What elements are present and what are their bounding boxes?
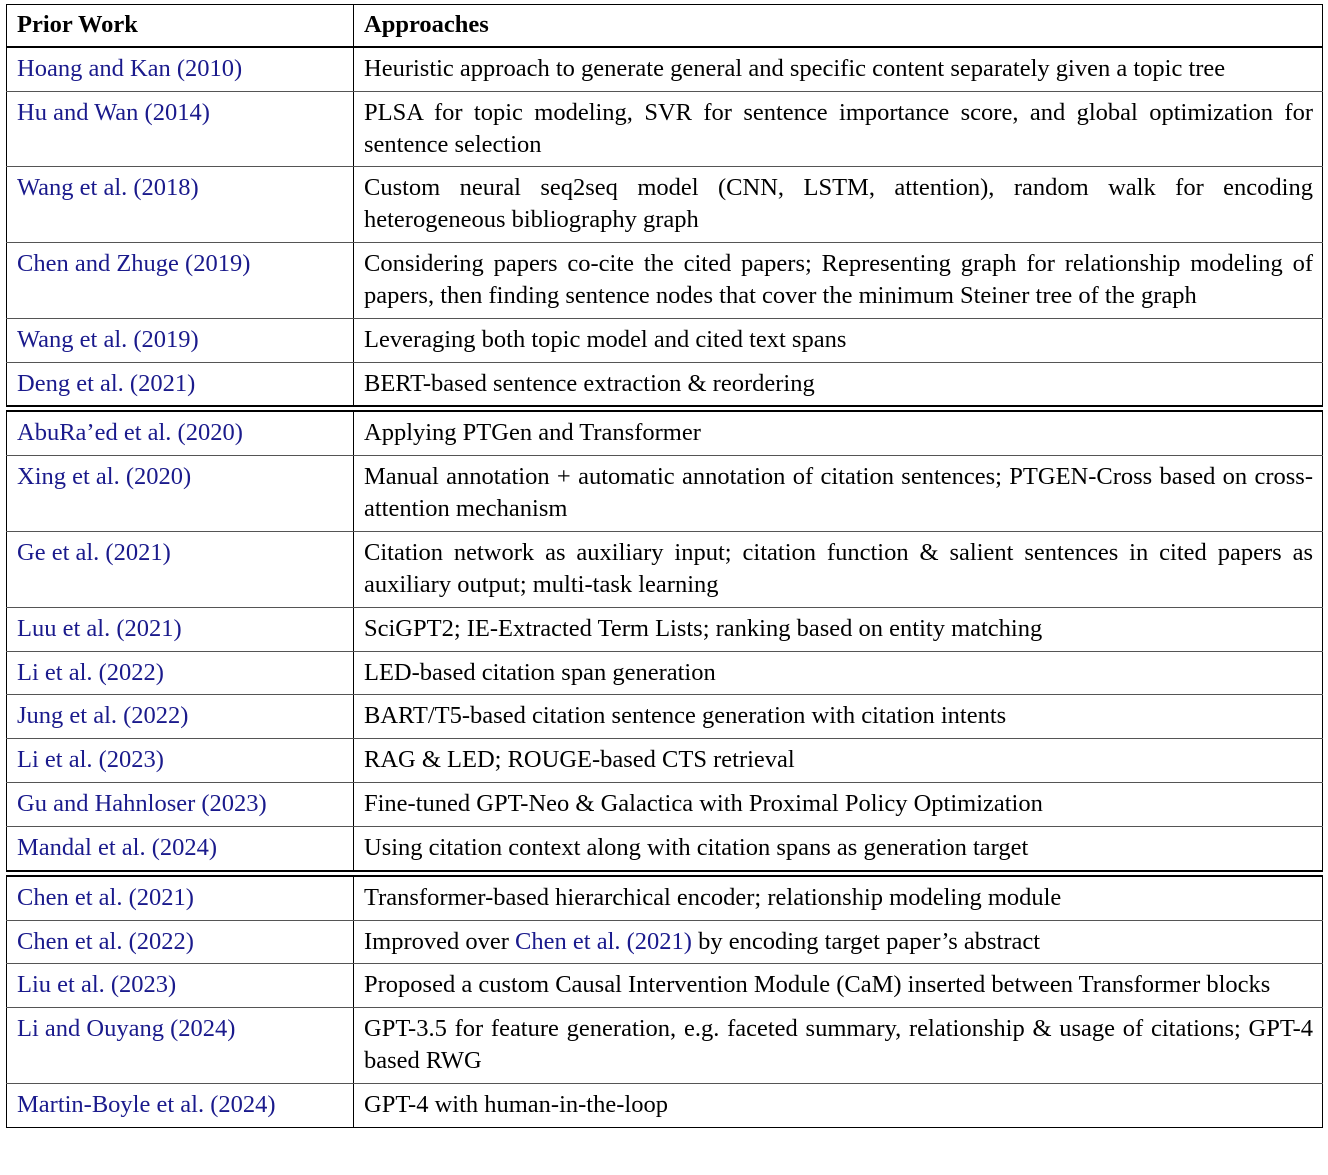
citation-link[interactable]: Li and Ouyang (2024): [17, 1015, 236, 1043]
cell-prior-work: [7, 531, 354, 607]
cell-approach: [354, 318, 1323, 362]
cell-prior-work: [7, 47, 354, 91]
cell-prior-work: [7, 1008, 354, 1084]
cell-approach: [354, 739, 1323, 783]
cell-prior-work: [7, 1083, 354, 1127]
header-row: [7, 5, 1323, 47]
cell-approach: [354, 456, 1323, 532]
table-row: [7, 531, 1323, 607]
cell-prior-work: [7, 167, 354, 243]
approach-text: BART/T5-based citation sentence generation with citation intents: [364, 702, 1007, 730]
approach-text: GPT-4 with human-in-the-loop: [364, 1090, 668, 1118]
table-row: [7, 318, 1323, 362]
cell-prior-work: [7, 920, 354, 964]
prior-work-approaches-table: [6, 4, 1323, 1128]
table-body: [7, 47, 1323, 1127]
approach-text: Proposed a custom Causal Intervention Module (CaM) inserted between Transformer blocks: [364, 971, 1271, 999]
approach-text: SciGPT2; IE-Extracted Term Lists; ranking based on entity matching: [364, 614, 1043, 642]
cell-prior-work: [7, 607, 354, 651]
cell-approach: [354, 1083, 1323, 1127]
cell-approach: [354, 876, 1323, 920]
approach-text: Improved over: [364, 927, 516, 955]
cell-prior-work: [7, 318, 354, 362]
table-row: [7, 456, 1323, 532]
citation-link[interactable]: Mandal et al. (2024): [17, 833, 218, 861]
cell-approach: [354, 531, 1323, 607]
table-row: [7, 651, 1323, 695]
approach-text: Custom neural seq2seq model (CNN, LSTM, attention), random walk for encoding heterogeneous bibliography graph: [364, 174, 1313, 234]
cell-prior-work: [7, 783, 354, 827]
cell-prior-work: [7, 411, 354, 455]
citation-link[interactable]: Ge et al. (2021): [17, 538, 171, 566]
approach-text: Citation network as auxiliary input; citation function & salient sentences in cited papers as auxiliary output; multi-task learning: [364, 538, 1313, 598]
cell-approach: [354, 607, 1323, 651]
approach-text: Transformer-based hierarchical encoder; relationship modeling module: [364, 883, 1062, 911]
cell-approach: [354, 362, 1323, 406]
citation-link[interactable]: Gu and Hahnloser (2023): [17, 790, 267, 818]
citation-link[interactable]: Wang et al. (2019): [17, 325, 199, 353]
table-row: [7, 411, 1323, 455]
table-row: [7, 243, 1323, 319]
table-row: [7, 362, 1323, 406]
cell-prior-work: [7, 243, 354, 319]
approach-text: BERT-based sentence extraction & reordering: [364, 369, 815, 397]
table-row: [7, 1083, 1323, 1127]
cell-approach: [354, 651, 1323, 695]
citation-link[interactable]: Jung et al. (2022): [17, 702, 189, 730]
citation-link[interactable]: AbuRa’ed et al. (2020): [17, 419, 243, 447]
cell-prior-work: [7, 739, 354, 783]
table-row: [7, 47, 1323, 91]
table-row: [7, 739, 1323, 783]
citation-link[interactable]: Hu and Wan (2014): [17, 98, 210, 126]
approach-text: RAG & LED; ROUGE-based CTS retrieval: [364, 746, 795, 774]
cell-approach: [354, 91, 1323, 167]
cell-prior-work: [7, 695, 354, 739]
citation-link[interactable]: Chen et al. (2022): [17, 927, 194, 955]
cell-approach: [354, 167, 1323, 243]
inline-citation-link[interactable]: Chen et al. (2021): [515, 927, 692, 955]
approach-text: Applying PTGen and Transformer: [364, 419, 701, 447]
cell-prior-work: [7, 91, 354, 167]
citation-link[interactable]: Xing et al. (2020): [17, 463, 192, 491]
citation-link[interactable]: Li et al. (2022): [17, 658, 164, 686]
cell-approach: [354, 964, 1323, 1008]
cell-prior-work: [7, 651, 354, 695]
cell-approach: [354, 1008, 1323, 1084]
table-row: [7, 167, 1323, 243]
citation-link[interactable]: Chen et al. (2021): [17, 883, 194, 911]
citation-link[interactable]: Luu et al. (2021): [17, 614, 182, 642]
approach-text: PLSA for topic modeling, SVR for sentence importance score, and global optimization for sentence selection: [364, 98, 1313, 158]
table-row: [7, 920, 1323, 964]
column-header-approaches: Approaches: [354, 5, 1323, 47]
approach-text: Manual annotation + automatic annotation of citation sentences; PTGEN-Cross based on cross-attention mechanism: [364, 463, 1313, 523]
citation-link[interactable]: Deng et al. (2021): [17, 369, 196, 397]
cell-prior-work: [7, 876, 354, 920]
cell-prior-work: [7, 964, 354, 1008]
table-row: [7, 607, 1323, 651]
citation-link[interactable]: Li et al. (2023): [17, 746, 164, 774]
approach-text: Leveraging both topic model and cited text spans: [364, 325, 847, 353]
citation-link[interactable]: Wang et al. (2018): [17, 174, 199, 202]
cell-approach: [354, 47, 1323, 91]
table-row: [7, 695, 1323, 739]
cell-approach: [354, 695, 1323, 739]
column-header-prior-work: Prior Work: [7, 5, 354, 47]
cell-approach: [354, 243, 1323, 319]
cell-approach: [354, 783, 1323, 827]
cell-approach: [354, 411, 1323, 455]
table-row: [7, 783, 1323, 827]
cell-approach: [354, 920, 1323, 964]
approach-text: Fine-tuned GPT-Neo & Galactica with Proximal Policy Optimization: [364, 790, 1043, 818]
cell-prior-work: [7, 362, 354, 406]
approach-text: by encoding target paper’s abstract: [691, 927, 1041, 955]
cell-approach: [354, 826, 1323, 870]
table-row: [7, 1008, 1323, 1084]
citation-link[interactable]: Hoang and Kan (2010): [17, 54, 243, 82]
cell-prior-work: [7, 826, 354, 870]
citation-link[interactable]: Chen and Zhuge (2019): [17, 250, 251, 278]
approach-text: Heuristic approach to generate general and specific content separately given a topic tree: [364, 54, 1226, 82]
table-header: [7, 5, 1323, 47]
citation-link[interactable]: Martin-Boyle et al. (2024): [17, 1090, 276, 1118]
table-row: [7, 826, 1323, 870]
approach-text: Considering papers co-cite the cited papers; Representing graph for relationship modeling of papers, then finding sentence nodes that cover the minimum Steiner tree of the graph: [364, 250, 1313, 309]
citation-link[interactable]: Liu et al. (2023): [17, 971, 177, 999]
table-row: [7, 964, 1323, 1008]
approach-text: Using citation context along with citation spans as generation target: [364, 833, 1029, 861]
cell-prior-work: [7, 456, 354, 532]
approach-text: GPT-3.5 for feature generation, e.g. faceted summary, relationship & usage of citations; GPT-4 based RWG: [364, 1015, 1313, 1075]
approach-text: LED-based citation span generation: [364, 658, 716, 686]
table-row: [7, 91, 1323, 167]
table-row: [7, 876, 1323, 920]
